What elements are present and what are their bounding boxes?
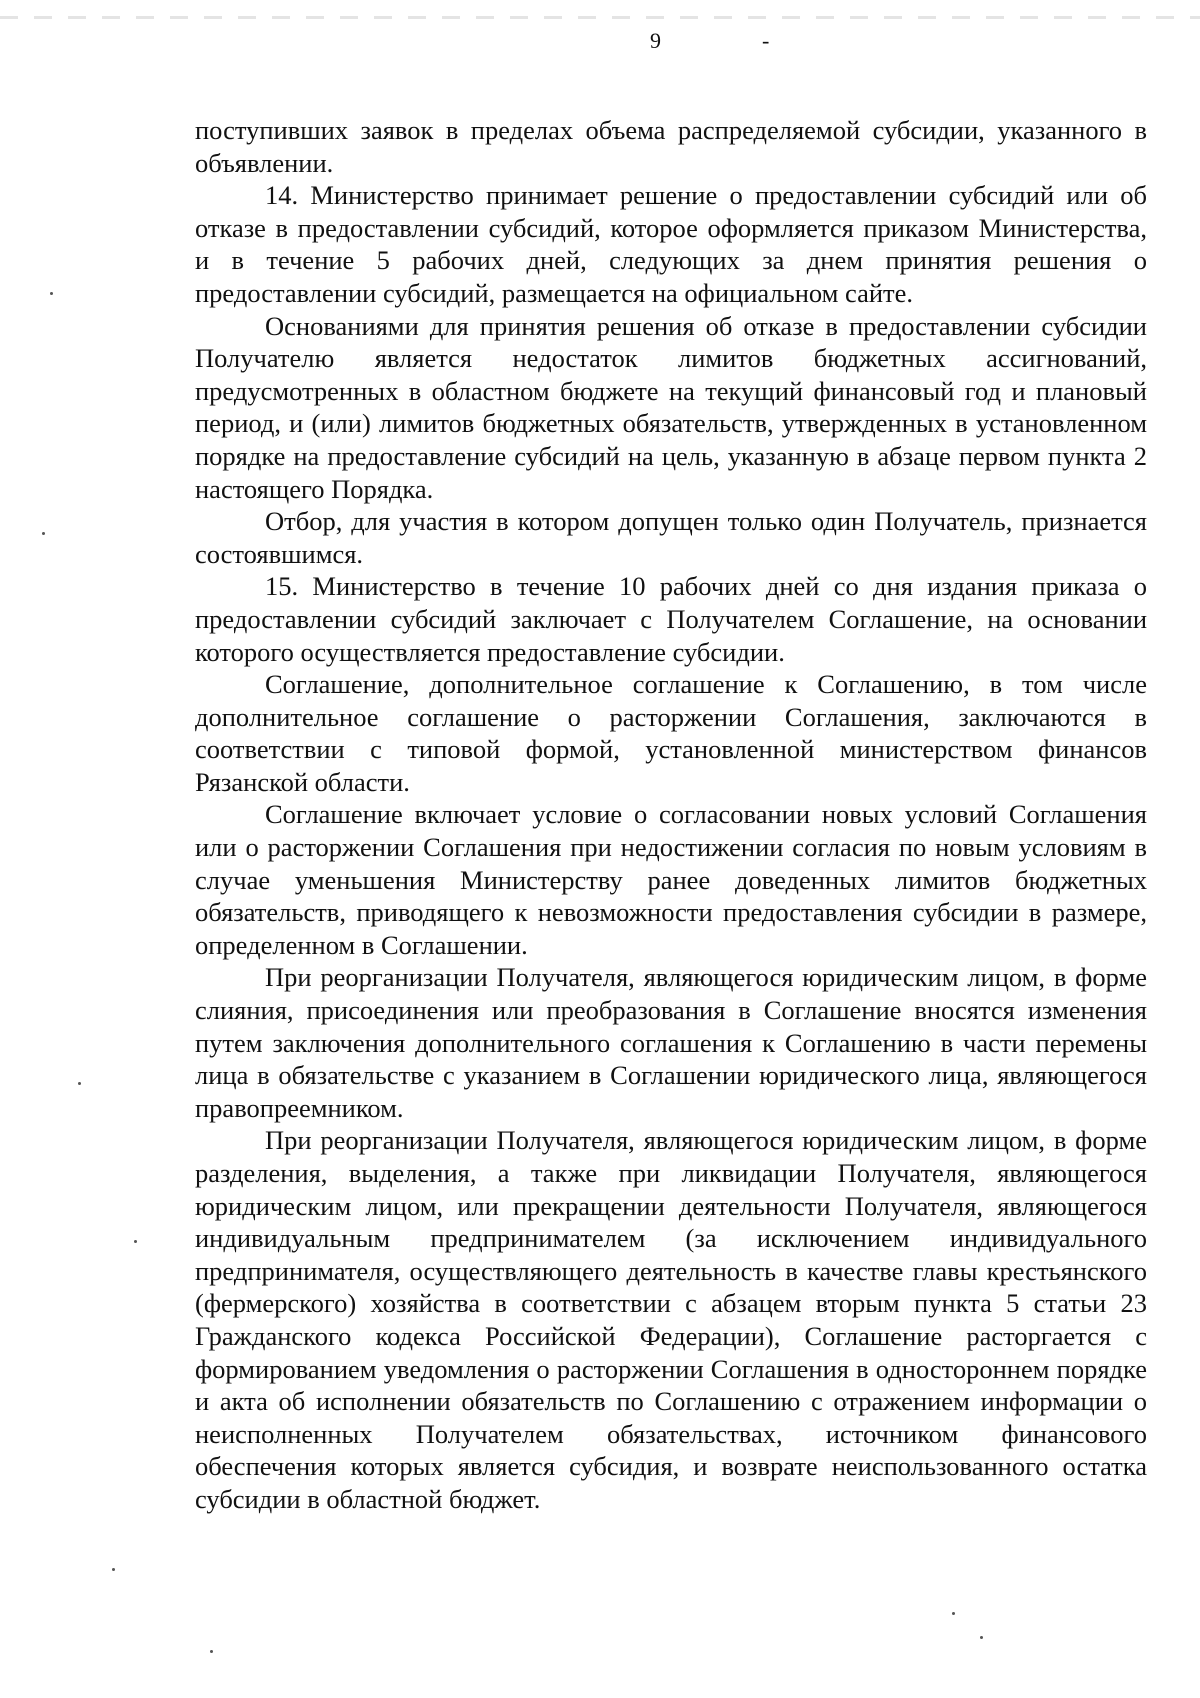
scan-speck (78, 1082, 81, 1085)
paragraph-reorganization-merger: При реорганизации Получателя, являющегося юридическим лицом, в форме слияния, присоединения или преобразования в Соглашение вносятся изменения путем заключения дополнительного соглашения к Соглашению в части перемены лица в обязательстве с указанием в Соглашении юридического лица, являющегося правопреемником. (195, 962, 1147, 1123)
paragraph-item-14: 14. Министерство принимает решение о предоставлении субсидий или об отказе в предоставлении субсидий, которое оформляется приказом Министерства, и в течение 5 рабочих дней, следующих за днем принятия решения о предоставлении субсидий, размещается на официальном сайте. (195, 180, 1147, 308)
scan-speck (210, 1650, 213, 1653)
document-body (195, 114, 1147, 1516)
paragraph-reorganization-division: При реорганизации Получателя, являющегося юридическим лицом, в форме разделения, выделения, а также при ликвидации Получателя, являющегося юридическим лицом, или прекращении деятельности Получателя, являющегося индивидуальным предпринимателем (за исключением индивидуального предпринимателя, осуществляющего деятельность в качестве главы крестьянского (фермерского) хозяйства в соответствии с абзацем вторым пункта 5 статьи 23 Гражданского кодекса Российской Федерации), Соглашение расторгается с формированием уведомления о расторжении Соглашения в одностороннем порядке и акта об исполнении обязательств по Соглашению с отражением информации о неисполненных Получателем обязательствах, источником финансового обеспечения которых является субсидия, и возврате неиспользованного остатка субсидии в областной бюджет. (195, 1125, 1147, 1514)
scan-edge-artifact (0, 16, 1200, 19)
scan-speck (42, 532, 45, 535)
page-number: 9 (650, 28, 661, 53)
paragraph-selection-valid: Отбор, для участия в котором допущен только один Получатель, признается состоявшимся. (195, 506, 1147, 569)
paragraph-continuation: поступивших заявок в пределах объема распределяемой субсидии, указанного в объявлении. (195, 115, 1147, 178)
scan-speck (134, 1240, 137, 1243)
scan-speck (980, 1636, 983, 1639)
scan-speck (50, 292, 53, 295)
scan-speck (112, 1568, 115, 1571)
scan-speck (952, 1612, 955, 1615)
paragraph-refusal-grounds: Основаниями для принятия решения об отказе в предоставлении субсидии Получателю является недостаток лимитов бюджетных ассигнований, предусмотренных в областном бюджете на текущий финансовый год и плановый период, и (или) лимитов бюджетных обязательств, утвержденных в установленном порядке на предоставление субсидий на цель, указанную в абзаце первом пункта 2 настоящего Порядка. (195, 310, 1147, 504)
paragraph-item-15: 15. Министерство в течение 10 рабочих дней со дня издания приказа о предоставлении субсидий заключает с Получателем Соглашение, на основании которого осуществляется предоставление субсидии. (195, 571, 1147, 667)
page-mark: - (762, 28, 770, 53)
paragraph-agreement-conditions: Соглашение включает условие о согласовании новых условий Соглашения или о расторжении Соглашения при недостижении согласия по новым условиям в случае уменьшения Министерству ранее доведенных лимитов бюджетных обязательств, приводящего к невозможности предоставления субсидии в размере, определенном в Соглашении. (195, 799, 1147, 960)
paragraph-agreement-form: Соглашение, дополнительное соглашение к Соглашению, в том числе дополнительное соглашение о расторжении Соглашения, заключаются в соответствии с типовой формой, установленной министерством финансов Рязанской области. (195, 669, 1147, 797)
